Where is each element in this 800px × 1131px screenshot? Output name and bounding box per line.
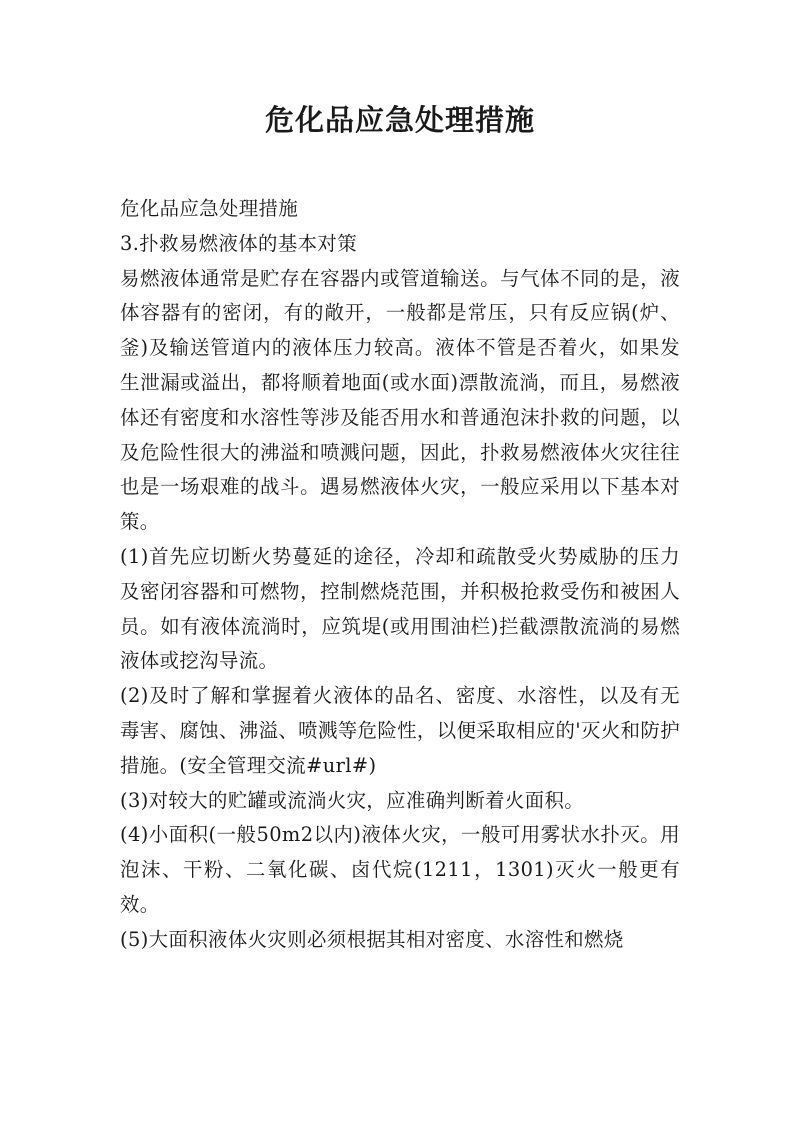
paragraph-item-2: (2)及时了解和掌握着火液体的品名、密度、水溶性，以及有无毒害、腐蚀、沸溢、喷溅等危险性，以便采取相应的'灭火和防护措施。(安全管理交流#url#) (120, 684, 680, 777)
paragraph-item-4: (4)小面积(一般50m2以内)液体火灾，一般可用雾状水扑灭。用泡沫、干粉、二氧化碳、卤代烷(1211，1301)灭火一般更有效。 (120, 823, 680, 916)
paragraph-intro: 易燃液体通常是贮存在容器内或管道输送。与气体不同的是，液体容器有的密闭，有的敞开，一般都是常压，只有反应锅(炉、釜)及输送管道内的液体压力较高。液体不管是否着火，如果发生泄漏或溢出，都将顺着地面(或水面)漂散流淌，而且，易燃液体还有密度和水溶性等涉及能否用水和普通泡沫扑救的问题，以及危险性很大的沸溢和喷溅问题，因此，扑救易燃液体火灾往往也是一场艰难的战斗。遇易燃液体火灾，一般应采用以下基本对策。 (120, 266, 680, 534)
paragraph-section-heading: 3.扑救易燃液体的基本对策 (120, 231, 357, 255)
document-body (120, 192, 680, 958)
paragraph-subtitle: 危化品应急处理措施 (120, 197, 299, 220)
paragraph-item-3: (3)对较大的贮罐或流淌火灾，应准确判断着火面积。 (120, 788, 585, 812)
paragraph-item-5: (5)大面积液体火灾则必须根据其相对密度、水溶性和燃烧 (120, 927, 624, 951)
document-title: 危化品应急处理措施 (264, 103, 535, 137)
paragraph-item-1: (1)首先应切断火势蔓延的途径，冷却和疏散受火势威胁的压力及密闭容器和可燃物，控制燃烧范围，并积极抢救受伤和被困人员。如有液体流淌时，应筑堤(或用围油栏)拦截漂散流淌的易燃液体或挖沟导流。 (120, 544, 680, 673)
